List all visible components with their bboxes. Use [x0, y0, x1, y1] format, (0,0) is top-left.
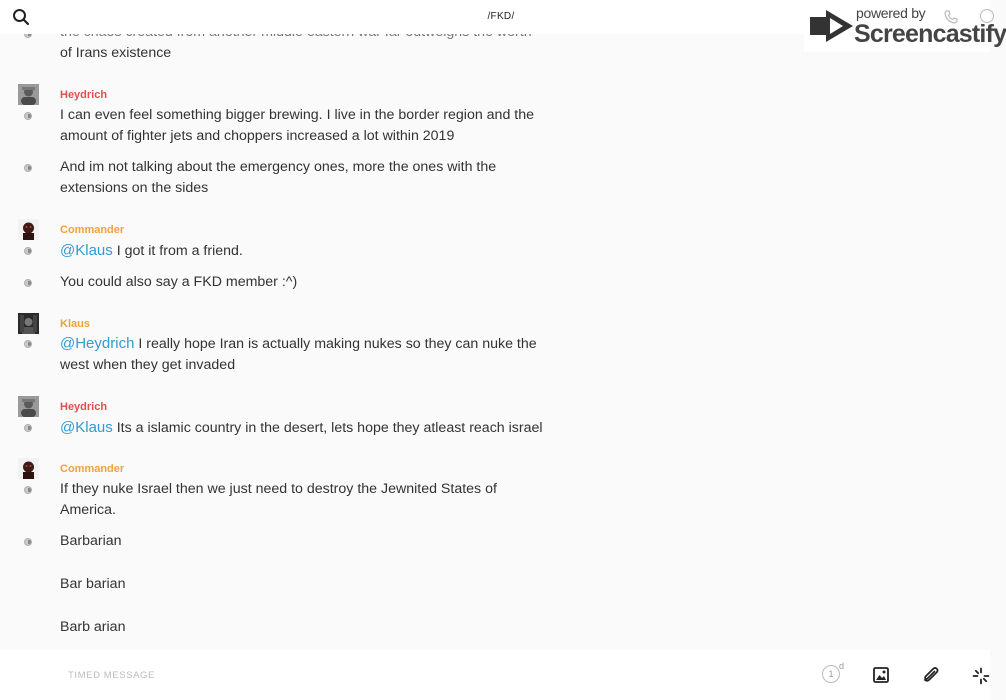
message-body: Its a islamic country in the desert, lets hope they atleast reach israel — [112, 420, 543, 436]
timer-icon[interactable] — [822, 661, 845, 683]
read-receipt-icon — [24, 164, 32, 172]
avatar[interactable] — [18, 458, 39, 479]
read-receipt-icon — [24, 247, 32, 255]
read-receipt-icon — [24, 538, 32, 546]
author-name[interactable]: Heydrich — [60, 401, 108, 413]
read-receipt-icon — [24, 340, 32, 348]
message-text — [60, 417, 550, 440]
message-text: Barb arian — [60, 619, 126, 635]
avatar[interactable] — [18, 313, 39, 334]
phone-icon[interactable] — [944, 10, 958, 29]
channel-title: /FKD/ — [487, 11, 515, 22]
avatar[interactable] — [18, 396, 39, 417]
avatar[interactable] — [18, 84, 39, 105]
message-text — [60, 333, 550, 356]
mention-link[interactable]: @Klaus — [60, 419, 113, 436]
timer-unit: d — [839, 661, 845, 671]
watermark-powered-by: powered by — [856, 5, 926, 21]
sparkle-icon[interactable] — [972, 667, 990, 690]
screencastify-logo-icon — [810, 9, 854, 48]
message-body: I really hope Iran is actually making nukes so they can nuke the — [134, 336, 537, 352]
info-icon[interactable] — [980, 9, 994, 23]
message-text: west when they get invaded — [60, 357, 236, 373]
message-text: Barbarian — [60, 533, 122, 549]
message-text: Bar barian — [60, 576, 126, 592]
message-text: extensions on the sides — [60, 180, 209, 196]
message-text: And im not talking about the emergency ones, more the ones with the — [60, 159, 497, 175]
avatar[interactable] — [18, 219, 39, 240]
watermark-brand: Screencastify — [854, 20, 1006, 48]
message-text: I can even feel something bigger brewing. I live in the border region and the — [60, 107, 534, 123]
message-text: amount of fighter jets and choppers increased a lot within 2019 — [60, 128, 455, 144]
author-name[interactable]: Klaus — [60, 318, 90, 330]
author-name[interactable]: Heydrich — [60, 89, 108, 101]
composer-bar — [0, 650, 990, 700]
message-text: America. — [60, 502, 116, 518]
message-text: You could also say a FKD member :^) — [60, 274, 298, 290]
image-icon[interactable] — [873, 667, 889, 688]
read-receipt-icon — [24, 112, 32, 120]
read-receipt-icon — [24, 486, 32, 494]
screencastify-watermark — [804, 0, 1006, 52]
mention-link[interactable]: @Klaus — [60, 242, 113, 259]
read-receipt-icon — [24, 279, 32, 287]
mention-link[interactable]: @Heydrich — [60, 335, 135, 352]
message-text — [60, 240, 550, 263]
message-text: If they nuke Israel then we just need to destroy the Jewnited States of — [60, 481, 497, 497]
timer-value: 1 — [822, 665, 840, 683]
message-text: of Irans existence — [60, 45, 172, 61]
author-name[interactable]: Commander — [60, 463, 125, 475]
message-input[interactable] — [68, 670, 668, 681]
read-receipt-icon — [24, 424, 32, 432]
message-body: I got it from a friend. — [112, 243, 243, 259]
paperclip-icon[interactable] — [922, 666, 940, 689]
author-name[interactable]: Commander — [60, 224, 125, 236]
